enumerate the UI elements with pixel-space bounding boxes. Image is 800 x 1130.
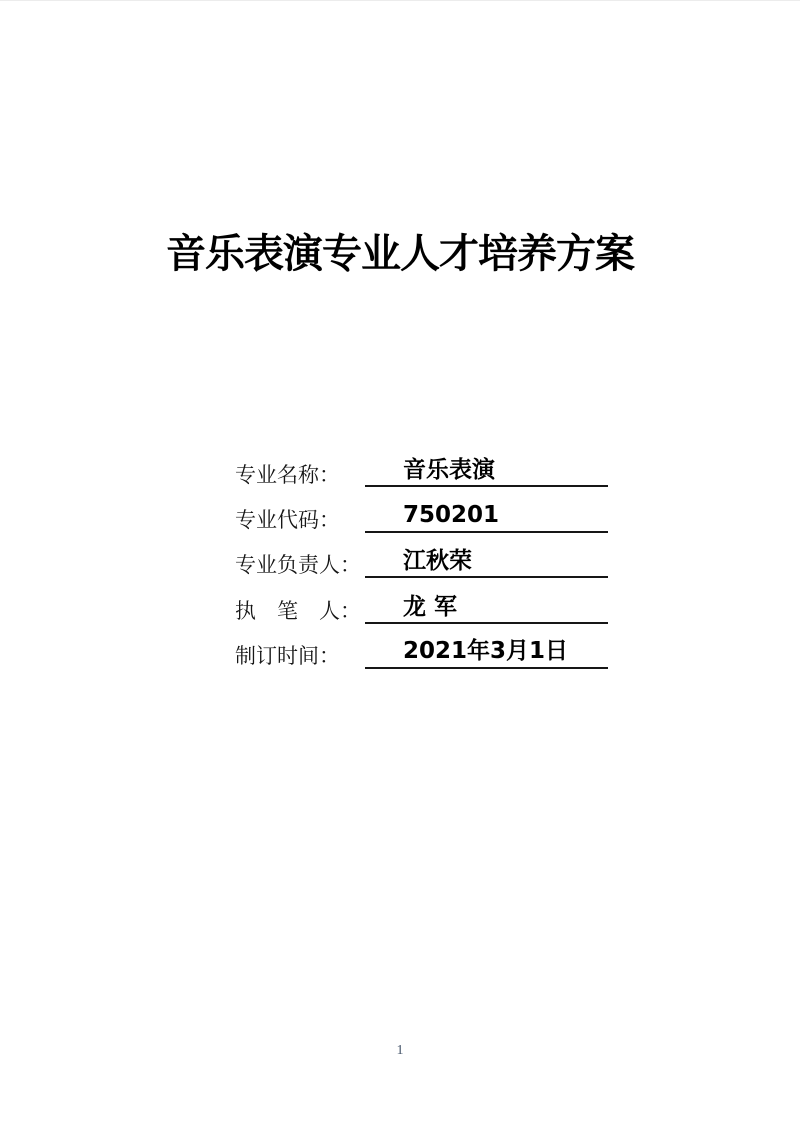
field-row	[235, 624, 608, 669]
field-row	[235, 578, 608, 623]
field-row	[235, 442, 608, 487]
field-label: 制订时间：	[235, 644, 340, 669]
field-label: 专业负责人：	[235, 553, 361, 578]
field-label: 专业名称：	[235, 462, 340, 487]
field-value: 龙 军	[403, 592, 458, 620]
document-title: 音乐表演专业人才培养方案	[166, 232, 634, 276]
field-underline	[365, 455, 608, 488]
field-underline	[365, 546, 608, 578]
field-label: 专业代码：	[235, 508, 340, 533]
field-row	[235, 533, 608, 578]
field-underline	[365, 636, 608, 669]
fields-block	[235, 442, 608, 669]
field-value: 2021年3月1日	[403, 638, 569, 665]
field-label: 执 笔 人：	[235, 598, 361, 623]
field-underline	[365, 500, 608, 533]
field-value: 750201	[403, 501, 500, 528]
field-underline	[365, 592, 608, 624]
field-value: 江秋荣	[403, 547, 472, 575]
field-row	[235, 487, 608, 532]
page-number: 1	[396, 1043, 404, 1058]
field-value: 音乐表演	[403, 456, 495, 483]
